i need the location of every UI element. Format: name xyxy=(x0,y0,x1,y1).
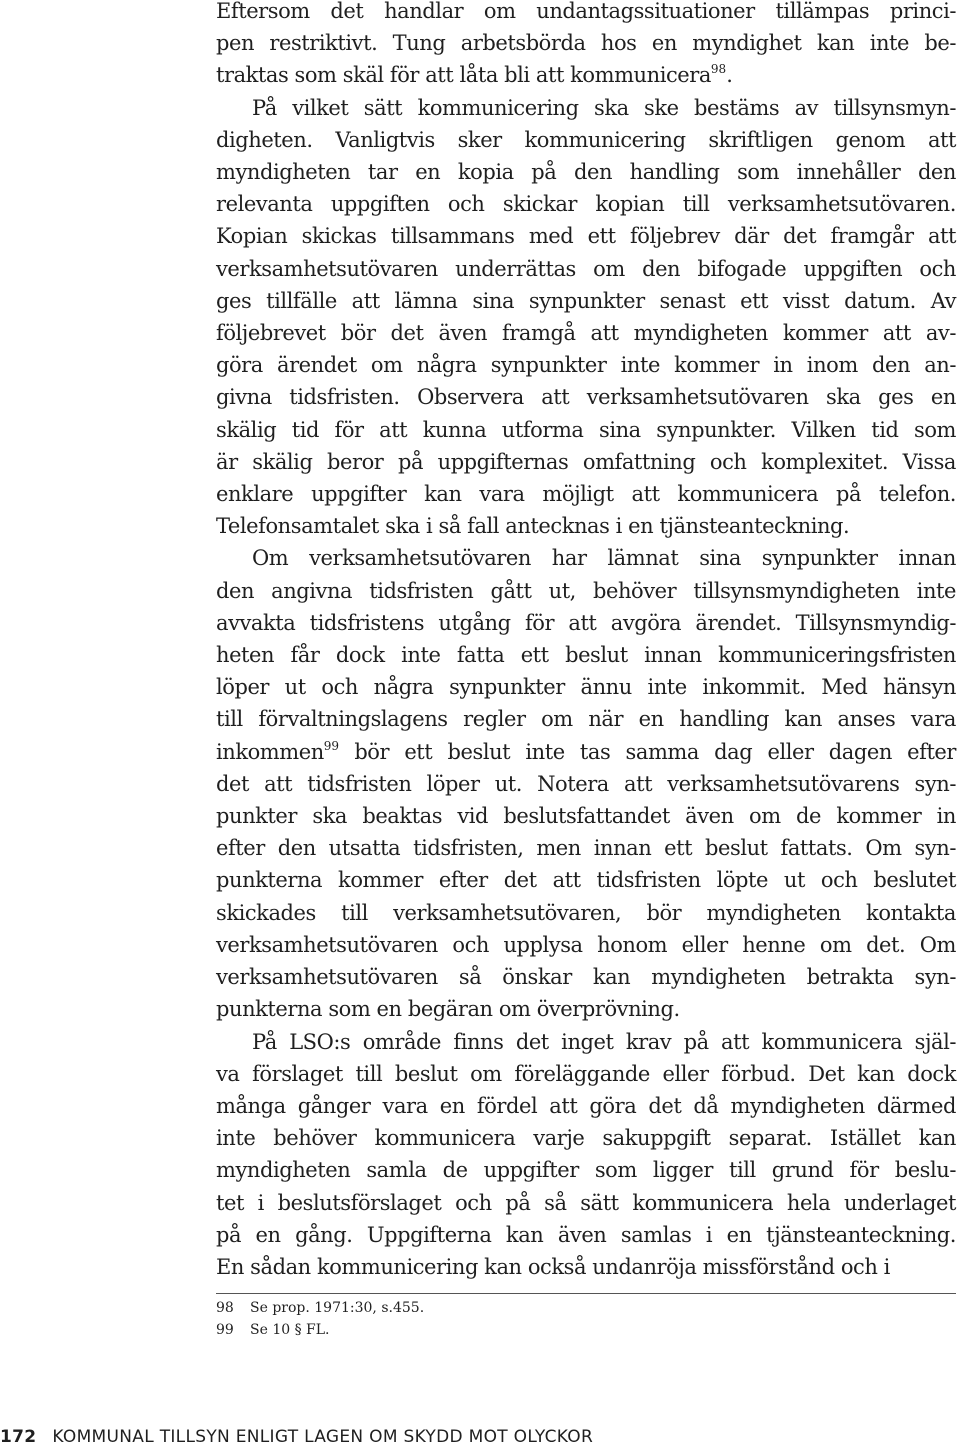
paragraph xyxy=(216,92,956,543)
paragraph xyxy=(216,542,956,1025)
footnote-number: 98 xyxy=(216,1300,234,1316)
text-line: ges tillfälle att lämna sina synpunkter senast ett visst datum. Av xyxy=(216,288,956,313)
text-line: heten får dock inte fatta ett beslut innan kommuniceringsfristen xyxy=(216,643,956,668)
text-line: va förslaget till beslut om föreläggande eller förbud. Det kan dock xyxy=(216,1061,956,1086)
text-line: verksamhetsutövaren och upplysa honom eller henne om det. Om xyxy=(216,932,956,957)
text-line: skickades till verksamhetsutövaren, bör myndigheten kontakta xyxy=(216,900,956,925)
text-line: Telefonsamtalet ska i så fall antecknas i en tjänsteanteckning. xyxy=(216,514,850,539)
page-number: 172 xyxy=(0,1427,37,1447)
text-line xyxy=(216,736,956,768)
text-line: Eftersom det handlar om undantagssituationer tillämpas princi- xyxy=(216,0,956,23)
text-line xyxy=(216,59,956,91)
text-line: givna tidsfristen. Observera att verksamhetsutövaren ska ges en xyxy=(216,385,956,410)
text-line: tet i beslutsförslaget och på så sätt kommunicera hela underlaget xyxy=(216,1190,956,1215)
text-line: punkterna som en begäran om överprövning. xyxy=(216,997,680,1022)
text-line: myndigheten samla de uppgifter som ligger till grund för beslu- xyxy=(216,1158,956,1183)
footnote xyxy=(216,1319,424,1341)
text-line: efter den utsatta tidsfristen, men innan ett beslut fattats. Om syn- xyxy=(216,836,956,861)
text-line: myndigheten tar en kopia på den handling som innehåller den xyxy=(216,160,956,185)
text-line: relevanta uppgiften och skickar kopian till verksamhetsutövaren. xyxy=(216,192,956,217)
footnote-text: Se 10 § FL. xyxy=(250,1322,330,1338)
running-title: KOMMUNAL TILLSYN ENLIGT LAGEN OM SKYDD MOT OLYCKOR xyxy=(52,1427,594,1447)
footnote xyxy=(216,1297,424,1319)
footnote-reference: 98 xyxy=(710,62,727,77)
body-text xyxy=(216,0,956,1283)
text-line: pen restriktivt. Tung arbetsbörda hos en myndighet kan inte be- xyxy=(216,31,956,56)
text-line: göra ärendet om några synpunkter inte kommer in inom den an- xyxy=(216,353,956,378)
line-text: bör ett beslut inte tas samma dag eller dagen efter xyxy=(339,739,956,764)
text-line: det att tidsfristen löper ut. Notera att verksamhetsutövarens syn- xyxy=(216,771,956,796)
line-text: traktas som skäl för att låta bli att kommunicera xyxy=(216,63,711,88)
line-text: . xyxy=(726,63,733,88)
text-line: Kopian skickas tillsammans med ett följebrev där det framgår att xyxy=(216,224,956,249)
text-line: På vilket sätt kommunicering ska ske bestäms av tillsynsmyn- xyxy=(252,95,956,120)
text-line: många gånger vara en fördel att göra det då myndigheten därmed xyxy=(216,1093,956,1118)
text-line: enklare uppgifter kan vara möjligt att kommunicera på telefon. xyxy=(216,482,956,507)
text-line: avvakta tidsfristens utgång för att avgöra ärendet. Tillsynsmyndig- xyxy=(216,610,956,635)
text-line: den angivna tidsfristen gått ut, behöver tillsynsmyndigheten inte xyxy=(216,578,956,603)
text-line: verksamhetsutövaren underrättas om den bifogade uppgiften och xyxy=(216,256,956,281)
footnote-reference: 99 xyxy=(323,738,340,753)
paragraph xyxy=(216,0,956,92)
text-line: inte behöver kommunicera varje sakuppgift separat. Istället kan xyxy=(216,1126,956,1151)
text-line: till förvaltningslagens regler om när en handling kan anses vara xyxy=(216,707,956,732)
text-line: på en gång. Uppgifterna kan även samlas i en tjänsteanteckning. xyxy=(216,1222,956,1247)
footnotes xyxy=(216,1297,424,1341)
line-text: inkommen xyxy=(216,739,324,764)
text-line: verksamhetsutövaren så önskar kan myndigheten betrakta syn- xyxy=(216,965,956,990)
page-footer xyxy=(0,1422,593,1452)
text-line: En sådan kommunicering kan också undanröja missförstånd och i xyxy=(216,1254,890,1279)
text-line: följebrevet bör det även framgå att myndigheten kommer att av- xyxy=(216,321,956,346)
text-line: punkter ska beaktas vid beslutsfattandet även om de kommer in xyxy=(216,804,956,829)
text-line: löper ut och några synpunkter ännu inte inkommit. Med hänsyn xyxy=(216,675,956,700)
text-line: På LSO:s område finns det inget krav på att kommunicera själ- xyxy=(252,1029,956,1054)
text-line: digheten. Vanligtvis sker kommunicering skriftligen genom att xyxy=(216,127,956,152)
footnote-number: 99 xyxy=(216,1322,234,1338)
text-line: är skälig beror på uppgifternas omfattning och komplexitet. Vissa xyxy=(216,449,956,474)
footnote-divider xyxy=(216,1293,956,1294)
text-line: skälig tid för att kunna utforma sina synpunkter. Vilken tid som xyxy=(216,417,956,442)
text-line: Om verksamhetsutövaren har lämnat sina synpunkter innan xyxy=(252,546,956,571)
paragraph xyxy=(216,1026,956,1284)
text-line: punkterna kommer efter det att tidsfristen löpte ut och beslutet xyxy=(216,868,956,893)
footnote-text: Se prop. 1971:30, s.455. xyxy=(250,1300,425,1316)
